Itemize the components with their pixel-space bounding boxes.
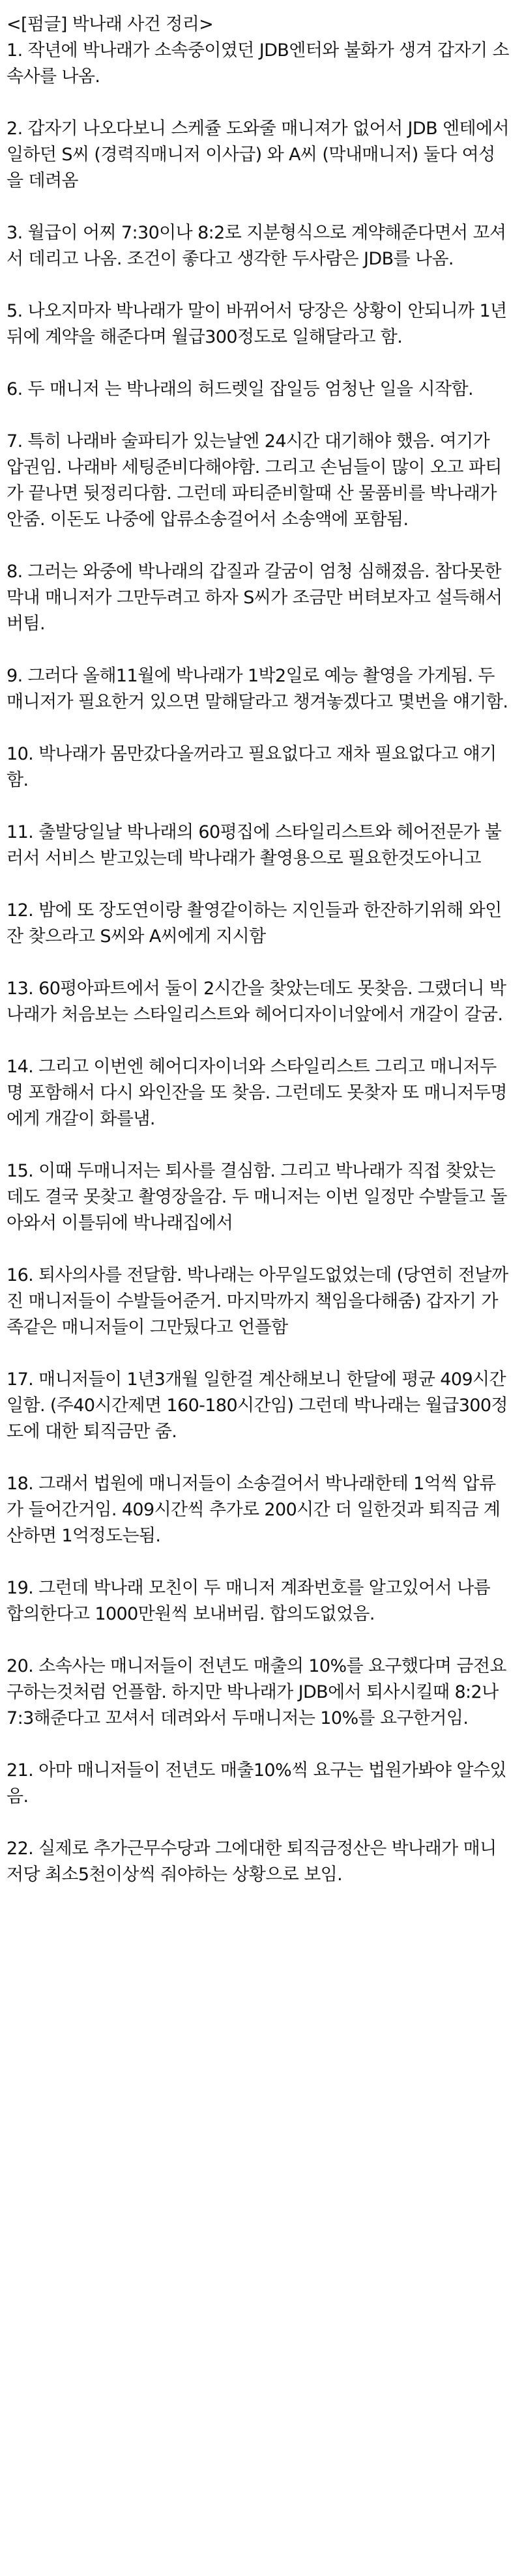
- list-item: [7, 1158, 510, 1237]
- post-body: [7, 12, 510, 1888]
- list-item: [7, 559, 510, 637]
- post-title: <[펌글] 박나래 사건 정리>: [7, 14, 214, 35]
- list-item-text: 17. 매니저들이 1년3개월 일한걸 계산해보니 한달에 평균 409시간 일함. (주40시간제면 160-180시간임) 그런데 박나래는 월급300정도에 대한 퇴직금만 줌.: [7, 1369, 508, 1442]
- list-item: [7, 976, 510, 1028]
- list-item: [7, 1471, 510, 1549]
- list-item-text: 9. 그러다 올해11월에 박나래가 1박2일로 예능 촬영을 가게됨. 두매니저가 필요한거 있으면 말해달라고 챙겨놓겠다고 몇번을 얘기함.: [7, 666, 508, 712]
- list-item-text: 10. 박나래가 몸만갔다올꺼라고 필요없다고 재차 필요없다고 얘기함.: [7, 744, 497, 790]
- list-item: [7, 116, 510, 194]
- list-item-text: 19. 그런데 박나래 모친이 두 매니저 계좌번호를 알고있어서 나름 합의한다고 1000만원씩 보내버림. 합의도없었음.: [7, 1578, 491, 1624]
- list-item: [7, 220, 510, 272]
- list-item-text: 1. 작년에 박나래가 소속중이였던 JDB엔터와 불화가 생겨 갑자기 소속사를 나옴.: [7, 40, 509, 87]
- list-item-text: 12. 밤에 또 장도연이랑 촬영같이하는 지인들과 한잔하기위해 와인잔 찾으라고 S씨와 A씨에게 지시함: [7, 900, 502, 947]
- list-item: [7, 898, 510, 950]
- list-item: [7, 1575, 510, 1627]
- list-item: [7, 1758, 510, 1810]
- list-item: [7, 38, 510, 90]
- list-item: [7, 741, 510, 794]
- list-item: [7, 820, 510, 872]
- list-item: [7, 298, 510, 351]
- list-item-text: 20. 소속사는 매니저들이 전년도 매출의 10%를 요구했다며 금전요구하는것처럼 언플함. 하지만 박나래가 JDB에서 퇴사시킬때 8:2나 7:3해준다고 꼬셔서 데려와서 두매니저는 10%를 요구한거임.: [7, 1656, 506, 1728]
- list-item: [7, 1653, 510, 1732]
- list-item-text: 15. 이때 두매니저는 퇴사를 결심함. 그리고 박나래가 직접 찾았는데도 결국 못찾고 촬영장을감. 두 매니저는 이번 일정만 수발들고 돌아와서 이틀뒤에 박나래집에서: [7, 1161, 507, 1233]
- list-item-text: 16. 퇴사의사를 전달함. 박나래는 아무일도없었는데 (당연히 전날까진 매니저들이 수발들어준거. 마지막까지 책임을다해줌) 갑자기 가족같은 매니저들이 그만뒀다고 언플함: [7, 1265, 508, 1338]
- list-item: [7, 1367, 510, 1445]
- list-item: [7, 377, 510, 403]
- list-item-text: 7. 특히 나래바 술파티가 있는날엔 24시간 대기해야 했음. 여기가 압권임. 나래바 세팅준비다해야함. 그리고 손님들이 많이 오고 파티가 끝나면 뒷정리다함. 그런데 파티준비할때 산 물품비를 박나래가 안줌. 이돈도 나중에 압류소송걸어서 소송액에 포함됨.: [7, 431, 502, 530]
- list-item-text: 3. 월급이 어찌 7:30이나 8:2로 지분형식으로 계약해준다면서 꼬셔서 데리고 나옴. 조건이 좋다고 생각한 두사람은 JDB를 나옴.: [7, 223, 506, 269]
- list-item-text: 14. 그리고 이번엔 헤어디자이너와 스타일리스트 그리고 매니저두명 포함해서 다시 와인잔을 또 찾음. 그런데도 못찾자 또 매니저두명에게 개갈이 화를냄.: [7, 1057, 507, 1129]
- list-item-text: 18. 그래서 법원에 매니저들이 소송걸어서 박나래한테 1억씩 압류가 들어간거임. 409시간씩 추가로 200시간 더 일한것과 퇴직금 계산하면 1억정도는됨.: [7, 1474, 501, 1546]
- list-item: [7, 663, 510, 715]
- list-item-text: 8. 그러는 와중에 박나래의 갑질과 갈굼이 엄청 심해졌음. 참다못한 막내 매니저가 그만두려고 하자 S씨가 조금만 버텨보자고 설득해서 버팀.: [7, 562, 502, 634]
- list-item: [7, 1836, 510, 1888]
- post-items: [7, 38, 510, 1888]
- list-item-text: 11. 출발당일날 박나래의 60평집에 스타일리스트와 헤어전문가 불러서 서비스 받고있는데 박나래가 촬영용으로 필요한것도아니고: [7, 822, 502, 868]
- list-item-text: 6. 두 매니저 는 박나래의 허드렛일 잡일등 엄청난 일을 시작함.: [7, 379, 473, 399]
- list-item: [7, 1054, 510, 1132]
- list-item-text: 2. 갑자기 나오다보니 스케쥴 도와줄 매니져가 없어서 JDB 엔테에서 일하던 S씨 (경력직매니저 이사급) 와 A씨 (막내매니저) 둘다 여성을 데려옴: [7, 119, 509, 191]
- list-item: [7, 1263, 510, 1341]
- list-item-text: 22. 실제로 추가근무수당과 그에대한 퇴직금정산은 박나래가 매니저당 최소5천이상씩 줘야하는 상황으로 보임.: [7, 1839, 497, 1885]
- list-item-text: 13. 60평아파트에서 둘이 2시간을 찾았는데도 못찾음. 그랬더니 박나래가 처음보는 스타일리스트와 헤어디자이너앞에서 개갈이 갈굼.: [7, 979, 506, 1025]
- list-item-text: 21. 아마 매니저들이 전년도 매출10%씩 요구는 법원가봐야 알수있음.: [7, 1760, 506, 1807]
- list-item-text: 5. 나오지마자 박나래가 말이 바뀌어서 당장은 상황이 안되니까 1년뒤에 계약을 해준다며 월급300정도로 일해달라고 함.: [7, 301, 507, 347]
- list-item: [7, 429, 510, 533]
